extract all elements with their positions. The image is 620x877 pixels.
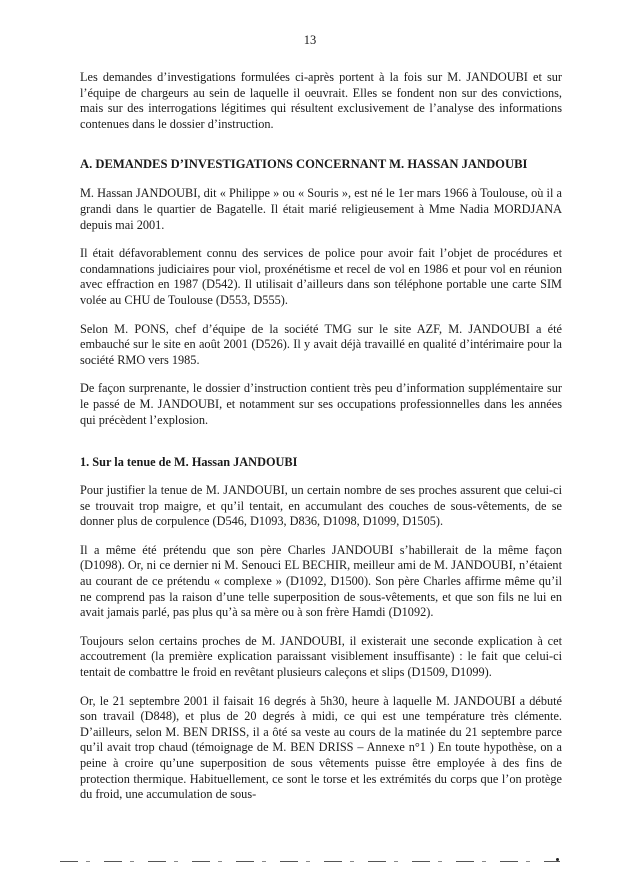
page-number: 13 [303, 33, 317, 47]
body-paragraph: Or, le 21 septembre 2001 il faisait 16 degrés à 5h30, heure à laquelle M. JANDOUBI a débuté son travail (D848), et plus de 20 degrés à midi, ce qui est une température très clémente. D’ailleurs, selon M. BEN DRISS, il a ôté sa veste au cours de la matinée du 21 septembre parce qu’il avait trop chaud (témoignage de M. BEN DRISS – Annexe n°1 ) En toute hypothèse, on a peine à croire qu’une superposition de sous vêtements puisse être employée à des fins de protection thermique. Habituellement, ce sont le torse et les extrémités du corps que l’on protège du froid, une accumulation de sous- [80, 693, 562, 802]
intro-paragraph: Les demandes d’investigations formulées ci-après portent à la fois sur M. JANDOUBI et sur l’équipe de chargeurs au sein de laquelle il oeuvrait. Elles se fondent non sur des convictions, mais sur des interrogations légitimes qui résultent exclusivement de l’analyse des informations contenues dans le dossier d’instruction. [80, 70, 562, 131]
body-paragraph: Il était défavorablement connu des services de police pour avoir fait l’objet de procédures et condamnations judiciaires pour viol, proxénétisme et recel de vol en 1986 et pour vol en réunion avec effraction en 1987 (D542). Il utilisait d’ailleurs dans son téléphone portable une carte SIM volée au CHU de Toulouse (D553, D555). [80, 246, 562, 307]
body-paragraph: Toujours selon certains proches de M. JANDOUBI, il existerait une seconde explication à cet accoutrement (la première explication paraissant visiblement insuffisante) : le fait que celui-ci tentait de combattre le froid en revêtant plusieurs caleçons et slips (D1509, D1099). [80, 633, 562, 680]
body-paragraph: Il a même été prétendu que son père Charles JANDOUBI s’habillerait de la même façon (D1098). Or, ni ce dernier ni M. Senouci EL BECHIR, meilleur ami de M. JANDOUBI, n’étaient au courant de ce prétendu « complexe » (D1092, D1500). Son père Charles affirme même qu’il ne comprend pas la raison d’une telle superposition de sous-vêtements, et que son fils ne lui en avait jamais parlé, pas plus qu’à sa mère ou à son frère Hamdi (D1092). [80, 542, 562, 620]
scan-footer-mark [556, 858, 559, 861]
page-content [80, 70, 562, 816]
section-a-heading: A. DEMANDES D’INVESTIGATIONS CONCERNANT M. HASSAN JANDOUBI [80, 157, 528, 172]
scan-footer-rule [60, 861, 560, 862]
body-paragraph: M. Hassan JANDOUBI, dit « Philippe » ou « Souris », est né le 1er mars 1966 à Toulouse, où il a grandi dans le quartier de Bagatelle. Il était marié religieusement à Mme Nadia MORDJANA depuis mai 2001. [80, 186, 562, 232]
body-paragraph: Pour justifier la tenue de M. JANDOUBI, un certain nombre de ses proches assurent que celui-ci se trouvait trop maigre, et qu’il tentait, en accumulant des couches de sous-vêtements, de se donner plus de corpulence (D546, D1093, D836, D1098, D1099, D1505). [80, 483, 562, 529]
subsection-1-heading: 1. Sur la tenue de M. Hassan JANDOUBI [80, 455, 298, 470]
body-paragraph: De façon surprenante, le dossier d’instruction contient très peu d’information supplémentaire sur le passé de M. JANDOUBI, et notamment sur ses occupations professionnelles dans les années qui précèdent l’explosion. [80, 381, 562, 427]
body-paragraph: Selon M. PONS, chef d’équipe de la société TMG sur le site AZF, M. JANDOUBI a été embauché sur le site en août 2001 (D526). Il y avait déjà travaillé en qualité d’intérimaire pour la société RMO vers 1985. [80, 321, 562, 367]
